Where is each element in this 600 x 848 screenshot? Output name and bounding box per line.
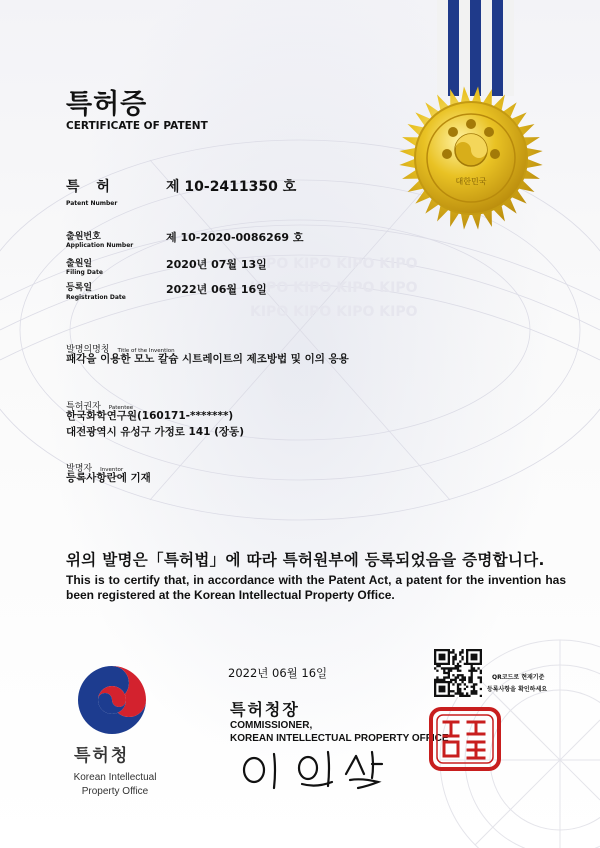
- patentee-label-kr: 특허권자: [66, 402, 101, 412]
- ribbon-stripe: [492, 0, 503, 96]
- patent-number-label-en: Patent Number: [66, 200, 118, 207]
- patent-number-label-kr: 특 허: [66, 179, 116, 195]
- registration-date-label-kr: 등록일: [66, 283, 93, 293]
- certification-statement-kr: 위의 발명은「특허법」에 따라 특허원부에 등록되었음을 증명합니다.: [66, 551, 545, 569]
- gold-medal-seal: [397, 84, 545, 232]
- commissioner-title-en: COMMISSIONER,: [230, 720, 313, 731]
- kipo-watermark-text: KIPO KIPO KIPO KIPO: [250, 256, 418, 272]
- invention-title-label-en: Title of the Invention: [117, 348, 175, 354]
- qr-code[interactable]: [434, 649, 482, 697]
- filing-date-label-en: Filing Date: [66, 269, 103, 276]
- certification-statement-en: This is to certify that, in accordance with the Patent Act, a patent for the invention has been registered at the Korean Intellectual Property Office.: [66, 573, 566, 602]
- svg-text:KIPO KIPO KIPO KIPO: KIPO KIPO KIPO KIPO: [250, 304, 418, 320]
- office-name-en: KOREAN INTELLECTUAL PROPERTY OFFICE: [230, 733, 449, 744]
- certificate-title-kr: 특허증: [66, 89, 148, 120]
- kipo-logo-icon: [72, 660, 152, 740]
- ribbon-stripe: [481, 0, 492, 96]
- inventor-value: 등록사항란에 기재: [66, 472, 151, 484]
- ribbon-stripe: [470, 0, 481, 96]
- patentee-label-en: Patentee: [108, 405, 134, 411]
- qr-note-line1: QR코드로 현재기준: [492, 674, 545, 681]
- patentee-name: 한국화학연구원(160171-*******): [66, 410, 234, 422]
- invention-title-label-kr: 발명의명칭: [66, 345, 110, 355]
- ribbon-stripe: [448, 0, 459, 96]
- patent-number-value: 제 10-2411350 호: [166, 179, 297, 195]
- filing-date-label-kr: 출원일: [66, 259, 93, 269]
- commissioner-signature: [232, 748, 402, 790]
- qr-note-line2: 등록사항을 확인하세요: [487, 686, 548, 693]
- ribbon-stripe: [459, 0, 470, 96]
- svg-text:KIPO KIPO KIPO KIPO: KIPO KIPO KIPO KIPO: [250, 280, 418, 296]
- invention-title-value: 패각을 이용한 모노 칼슘 시트레이트의 제조방법 및 이의 응용: [66, 353, 349, 365]
- filing-date-value: 2020년 07월 13일: [166, 258, 267, 271]
- office-logo-name-kr: 특허청: [74, 746, 130, 766]
- certificate-title-en: CERTIFICATE OF PATENT: [66, 120, 208, 132]
- office-logo-name-en-line2: Property Office: [81, 786, 149, 797]
- office-logo-name-en-line1: Korean Intellectual: [73, 772, 157, 783]
- ribbon-stripe: [503, 0, 514, 96]
- commissioner-title-kr: 특허청장: [230, 700, 300, 719]
- application-number-label-kr: 출원번호: [66, 232, 101, 242]
- registration-date-value: 2022년 06월 16일: [166, 283, 267, 296]
- issue-date: 2022년 06월 16일: [228, 666, 328, 680]
- application-number-label-en: Application Number: [66, 242, 134, 249]
- inventor-label-kr: 발명자: [66, 464, 93, 474]
- medal-text: 대한민국: [455, 177, 487, 186]
- ribbon-stripe: [437, 0, 448, 96]
- patentee-address: 대전광역시 유성구 가정로 141 (장동): [66, 426, 244, 438]
- inventor-label-en: Inventor: [100, 467, 124, 473]
- official-red-seal: [428, 706, 502, 772]
- registration-date-label-en: Registration Date: [66, 294, 126, 301]
- application-number-value: 제 10-2020-0086269 호: [166, 231, 304, 244]
